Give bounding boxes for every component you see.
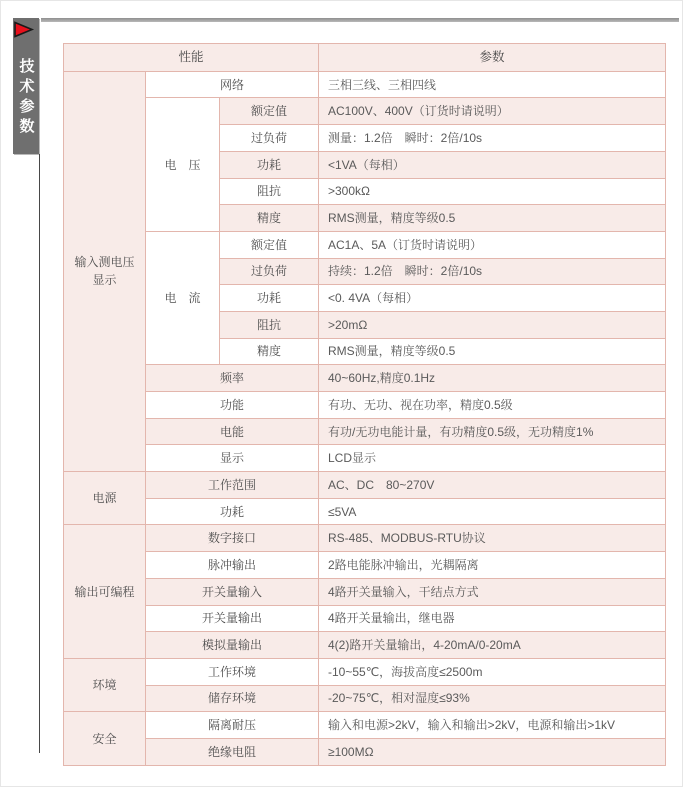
red-triangle-arrow-icon: [13, 21, 35, 39]
spec-table: [63, 43, 666, 766]
spec-label-cell: 开关量输出: [146, 605, 319, 632]
spec-value-cell: LCD显示: [319, 445, 666, 472]
table-row: [64, 525, 666, 552]
subgroup-cell: 电 流: [146, 231, 220, 364]
spec-value-cell: 4路开关量输出，继电器: [319, 605, 666, 632]
spec-label-cell: 显示: [146, 445, 319, 472]
spec-value-cell: 有功、无功、视在功率，精度0.5级: [319, 392, 666, 419]
spec-value-cell: 4路开关量输入，干结点方式: [319, 578, 666, 605]
spec-label-cell: 功耗: [220, 285, 319, 312]
table-row: [64, 392, 666, 419]
group-cell: 输出可编程: [64, 525, 146, 658]
spec-value-cell: ≥100MΩ: [319, 738, 666, 765]
table-row: [64, 738, 666, 765]
spec-value-cell: 4(2)路开关量输出，4-20mA/0-20mA: [319, 632, 666, 659]
header-cell: 参数: [319, 44, 666, 72]
table-row: [64, 231, 666, 258]
table-row: [64, 98, 666, 125]
group-cell: 环境: [64, 658, 146, 711]
spec-value-cell: >20mΩ: [319, 311, 666, 338]
table-row: [64, 445, 666, 472]
spec-value-cell: >300kΩ: [319, 178, 666, 205]
section-tab-label: 技术参数: [17, 58, 35, 138]
spec-value-cell: 测量：1.2倍 瞬时：2倍/10s: [319, 125, 666, 152]
spec-value-cell: AC100V、400V（订货时请说明）: [319, 98, 666, 125]
table-row: [64, 605, 666, 632]
table-row: [64, 632, 666, 659]
spec-value-cell: <1VA（每相）: [319, 151, 666, 178]
table-row: [64, 365, 666, 392]
table-row: [64, 498, 666, 525]
spec-value-cell: RMS测量，精度等级0.5: [319, 338, 666, 365]
spec-value-cell: -20~75℃，相对湿度≤93%: [319, 685, 666, 712]
spec-value-cell: 2路电能脉冲输出，光耦隔离: [319, 552, 666, 579]
spec-value-cell: RMS测量，精度等级0.5: [319, 205, 666, 232]
spec-label-cell: 额定值: [220, 231, 319, 258]
spec-label-cell: 隔离耐压: [146, 712, 319, 739]
spec-label-cell: 网络: [146, 71, 319, 98]
spec-value-cell: 40~60Hz,精度0.1Hz: [319, 365, 666, 392]
spec-label-cell: 过负荷: [220, 258, 319, 285]
table-row: [64, 552, 666, 579]
table-row: [64, 658, 666, 685]
vertical-rule: [39, 154, 40, 753]
group-cell: 电源: [64, 472, 146, 525]
spec-label-cell: 功能: [146, 392, 319, 419]
table-row: [64, 685, 666, 712]
section-tab-technical-parameters: [13, 18, 39, 154]
group-cell: 安全: [64, 712, 146, 766]
spec-label-cell: 频率: [146, 365, 319, 392]
spec-label-cell: 开关量输入: [146, 578, 319, 605]
spec-label-cell: 工作范围: [146, 472, 319, 499]
header-cell: 性能: [64, 44, 319, 72]
spec-label-cell: 储存环境: [146, 685, 319, 712]
spec-label-cell: 阻抗: [220, 178, 319, 205]
spec-value-cell: 持续：1.2倍 瞬时：2倍/10s: [319, 258, 666, 285]
spec-value-cell: <0. 4VA（每相）: [319, 285, 666, 312]
table-row: [64, 578, 666, 605]
spec-label-cell: 功耗: [220, 151, 319, 178]
spec-table-body: [64, 44, 666, 766]
spec-value-cell: 三相三线、三相四线: [319, 71, 666, 98]
group-cell: 输入测电压 显示: [64, 71, 146, 471]
spec-label-cell: 工作环境: [146, 658, 319, 685]
subgroup-cell: 电 压: [146, 98, 220, 231]
spec-label-cell: 精度: [220, 338, 319, 365]
spec-label-cell: 额定值: [220, 98, 319, 125]
spec-label-cell: 脉冲输出: [146, 552, 319, 579]
top-divider: [41, 18, 679, 22]
spec-label-cell: 电能: [146, 418, 319, 445]
spec-value-cell: 有功/无功电能计量，有功精度0.5级，无功精度1%: [319, 418, 666, 445]
spec-value-cell: RS-485、MODBUS-RTU协议: [319, 525, 666, 552]
table-row: [64, 472, 666, 499]
spec-label-cell: 精度: [220, 205, 319, 232]
spec-label-cell: 绝缘电阻: [146, 738, 319, 765]
spec-value-cell: AC1A、5A（订货时请说明）: [319, 231, 666, 258]
table-row: [64, 418, 666, 445]
spec-value-cell: -10~55℃，海拔高度≤2500m: [319, 658, 666, 685]
spec-value-cell: 输入和电源>2kV，输入和输出>2kV，电源和输出>1kV: [319, 712, 666, 739]
spec-label-cell: 阻抗: [220, 311, 319, 338]
spec-label-cell: 模拟量输出: [146, 632, 319, 659]
table-row: [64, 71, 666, 98]
spec-label-cell: 过负荷: [220, 125, 319, 152]
spec-value-cell: ≤5VA: [319, 498, 666, 525]
spec-label-cell: 数字接口: [146, 525, 319, 552]
table-header-row: [64, 44, 666, 72]
table-row: [64, 712, 666, 739]
spec-value-cell: AC、DC 80~270V: [319, 472, 666, 499]
spec-label-cell: 功耗: [146, 498, 319, 525]
